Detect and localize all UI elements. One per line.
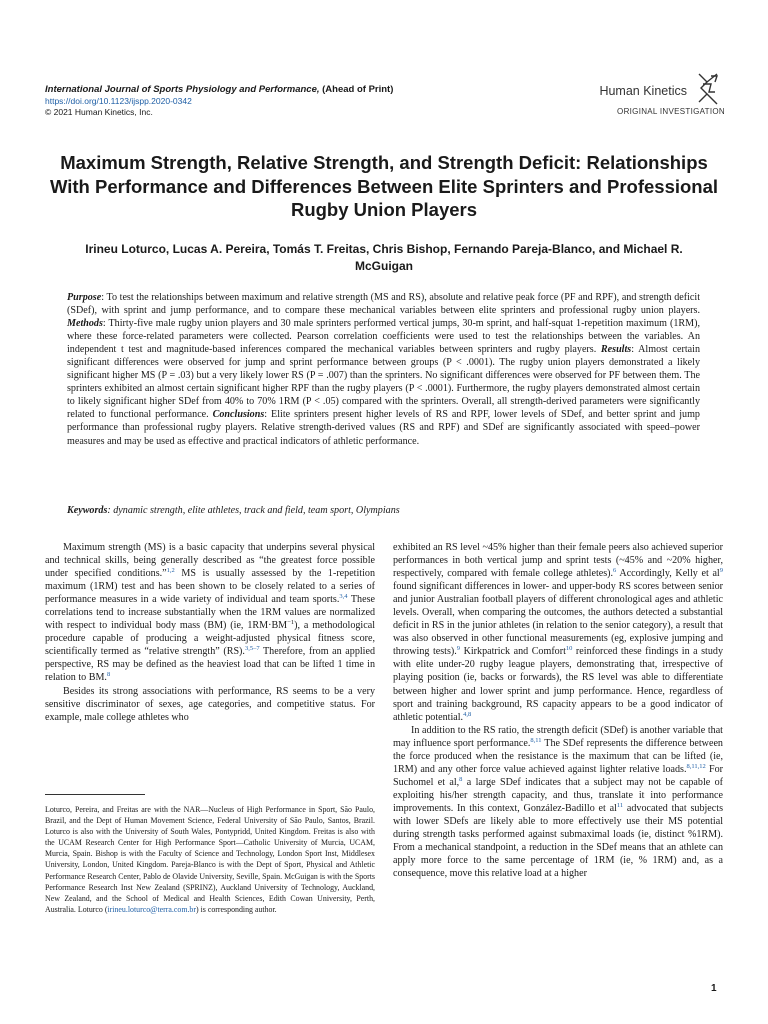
citation-link[interactable]: 11 <box>616 801 624 809</box>
text-run: a large SDef indicates that a subject may not be capable of exploiting his/her strength capacity, and thus, translate it into performance improvements. In this context, González-Badillo et al <box>393 776 723 814</box>
text-run: advocated that subjects with lower SDefs are likely able to more effectively use their MS potential during strength tasks performed against submaximal loads (ie, distinct %1RM). From a mechanical standpoint, a reduction in the SDef means that an athlete can apply more force to the same percentage of 1RM (ie, % 1RM) and, as a consequence, move this relative load at a higher <box>393 802 723 880</box>
footnote-text: Loturco, Pereira, and Freitas are with the NAR—Nucleus of High Performance in Sport, São Paulo, Brazil, and the Dept of Human Movement Science, Federal University of São Paulo, Santos, Brazil. Loturco is also with the University of South Wales, Pontypridd, United Kingdom. Freitas is also with the UCAM Research Center for High Performance Sport—Catholic University of Murcia, UCAM, Murcia, Spain. Bishop is with the Faculty of Science and Technology, London Sport Inst, Middlesex University, London, United Kingdom. Pareja-Blanco is with the Dept of Sport, Physical and Athletic Performance Research Center, Pablo de Olavide University, Seville, Spain. McGuigan is with the Sports Performance Research Inst New Zealand (SPRINZ), Auckland University of Technology, Auckland, New Zealand, and the School of Medical and Health Sciences, Edith Cowan University, Perth, Australia. Loturco ( <box>45 805 375 914</box>
doi-link[interactable]: https://doi.org/10.1123/ijspp.2020-0342 <box>45 96 192 106</box>
citation-link[interactable]: 8 <box>106 671 111 679</box>
footnote-text-end: ) is corresponding author. <box>196 904 277 914</box>
publisher-brand <box>585 72 725 124</box>
text-run: found significant differences in lower- and upper-body RS scores between senior and junior Australian football players of different chronological ages and athletic levels. Overall, when comparing the outcomes, the authors detected a substantial deficit in RS in the junior athletes (in relation to the senior category), a result that was also observed in other functional measurements (eg, explosive jumping and throwing tests). <box>393 581 723 658</box>
conclusions-label: Conclusions <box>212 409 265 421</box>
conclusions-text: : Elite sprinters present higher levels of RS and RPF, lower levels of SDef, and better sprint and jump performance than professional rugby players. Relative strength-derived values (RS and RPF) and SDef are significantly associated with speed–power measures and may be used as effective and practical indicators of athletic performance. <box>67 409 700 447</box>
author-list: Irineu Loturco, Lucas A. Pereira, Tomás T. Freitas, Chris Bishop, Fernando Pareja-Blanco, and Michael R. McGuigan <box>85 242 683 273</box>
body-paragraph <box>393 724 723 881</box>
text-run: Maximum strength (MS) is a basic capacity that underpins several physical and technical skills, being generally described as “the greatest force possible under specified conditions.” <box>45 542 375 580</box>
body-paragraph: Besides its strong associations with performance, RS seems to be a very sensitive discriminator of sexes, age categories, and competitive status. For example, male college athletes who <box>45 685 375 723</box>
journal-name <box>45 84 393 96</box>
keywords-text: : dynamic strength, elite athletes, track and field, team sport, Olympians <box>107 505 400 516</box>
text-run: Kirkpatrick and Comfort <box>460 646 566 658</box>
publisher-name: Human Kinetics <box>599 84 687 98</box>
results-label: Results <box>600 344 632 356</box>
page-header <box>45 84 725 124</box>
citation-link[interactable]: 1,2 <box>166 567 175 575</box>
citation-link[interactable]: 8 <box>459 775 463 783</box>
keywords <box>67 504 700 517</box>
copyright: © 2021 Human Kinetics, Inc. <box>45 107 153 117</box>
body-paragraph <box>45 541 375 685</box>
citation-link[interactable]: 3,4 <box>339 593 348 601</box>
page-number: 1 <box>711 983 717 994</box>
text-run: These correlations tend to increase substantially when the 1RM values are normalized with respect to individual body mass (BM) (ie, 1RM·BM <box>45 594 375 632</box>
citation-link[interactable]: 4,8 <box>463 710 472 718</box>
text-run: The SDef represents the difference between the force produced when the resistance is the maximum that can be lifted (ie, 1RM) and any other force value achieved against lighter relative loads. <box>393 737 723 775</box>
methods-label: Methods <box>67 318 103 330</box>
abstract <box>67 291 700 448</box>
citation-link[interactable]: 8,11 <box>530 736 542 744</box>
text-run: Therefore, from an applied perspective, RS may be defined as the heaviest load that can be lifted 1 time in relation to BM. <box>45 646 376 684</box>
text-run: For Suchomel et al, <box>393 763 723 788</box>
citation-link[interactable]: 8,11,12 <box>686 762 706 770</box>
methods-text: : Thirty-five male rugby union players and 30 male sprinters performed vertical jumps, 30-m sprint, and half-squat 1-repetition maximum (1RM), where these force-related parameters were collected. Pearson correlation coefficients were used to test the relationships between the variables. An independent t test and magnitude-based inferences compared the mechanical variables between sprinters and rugby players. <box>67 318 700 356</box>
footnote-divider <box>45 794 145 795</box>
text-run: reinforced these findings in a study with elite under-20 rugby league players, demonstrating that, irrespective of playing position (ie, backs or forwards), the RS level was able to differentiate between higher and lower sprint and jump performance. Hence, regardless of sport and training background, RS capacity appears to be a good indicator of athletic potential. <box>393 646 723 723</box>
journal-status: (Ahead of Print) <box>319 84 394 95</box>
citation-link[interactable]: 3,5–7 <box>244 645 260 653</box>
superscript: −1 <box>287 619 295 627</box>
affiliation-footnote <box>45 804 375 915</box>
citation-link[interactable]: 10 <box>565 645 573 653</box>
purpose-label: Purpose <box>67 292 102 303</box>
body-paragraph <box>393 541 723 724</box>
text-run: exhibited an RS level ~45% higher than their female peers also achieved superior performances in both vertical jump and sprint tests (~45% and ~20% higher, respectively, compared with female college athletes). <box>393 542 723 580</box>
body-column-right <box>393 541 723 880</box>
human-kinetics-logo-icon <box>695 72 721 106</box>
text-run: In addition to the RS ratio, the strength deficit (SDef) is another variable that may influence sport performance. <box>393 724 723 749</box>
citation-link[interactable]: 9 <box>456 645 461 653</box>
results-text: : Almost certain significant differences were observed for jump and sprint performance between groups (P < .0001). The rugby union players demonstrated a likely significant higher MS (P = .03) but a very likely lower RS (P = .007) than the sprinters. No significant differences were observed for PF between them. The sprinters exhibited an almost certain significant higher RPF than the rugby players (P < .0001). Furthermore, the rugby players demonstrated almost certain to likely significant higher SDef from 40% to 70% 1RM (P < .05) compared with the sprinters. Overall, all strength-derived parameters were significantly related to functional performance. <box>67 344 700 421</box>
citation-link[interactable]: 9 <box>719 567 723 575</box>
article-title: Maximum Strength, Relative Strength, and Strength Deficit: Relationships With Performance and Differences Between Elite Sprinters and Professional Rugby Union Players <box>49 152 719 220</box>
text-run: MS is usually assessed by the 1-repetition maximum (1RM) test and has been shown to be closely related to a series of performance measures in a wide variety of individual and team sports. <box>45 568 375 606</box>
text-run: Accordingly, Kelly et al <box>616 568 720 580</box>
keywords-label: Keywords <box>67 505 108 516</box>
article-type: ORIGINAL INVESTIGATION <box>617 107 725 116</box>
author-email-link[interactable]: irineu.loturco@terra.com.br <box>107 904 197 914</box>
text-run: ), a methodological procedure capable of producing a weight-adjusted physical fitness score, scientifically termed as “relative strength” (RS). <box>45 620 375 658</box>
citation-link[interactable]: 6 <box>613 567 617 575</box>
body-column-left <box>45 541 375 724</box>
purpose-text: : To test the relationships between maximum and relative strength (MS and RS), absolute and relative peak force (PF and RPF), and strength deficit (SDef), with sprint and jump performance, and to compare these mechanical variables between elite sprinters and professional rugby union players. <box>67 292 700 317</box>
journal-title: International Journal of Sports Physiology and Performance, <box>45 84 320 95</box>
